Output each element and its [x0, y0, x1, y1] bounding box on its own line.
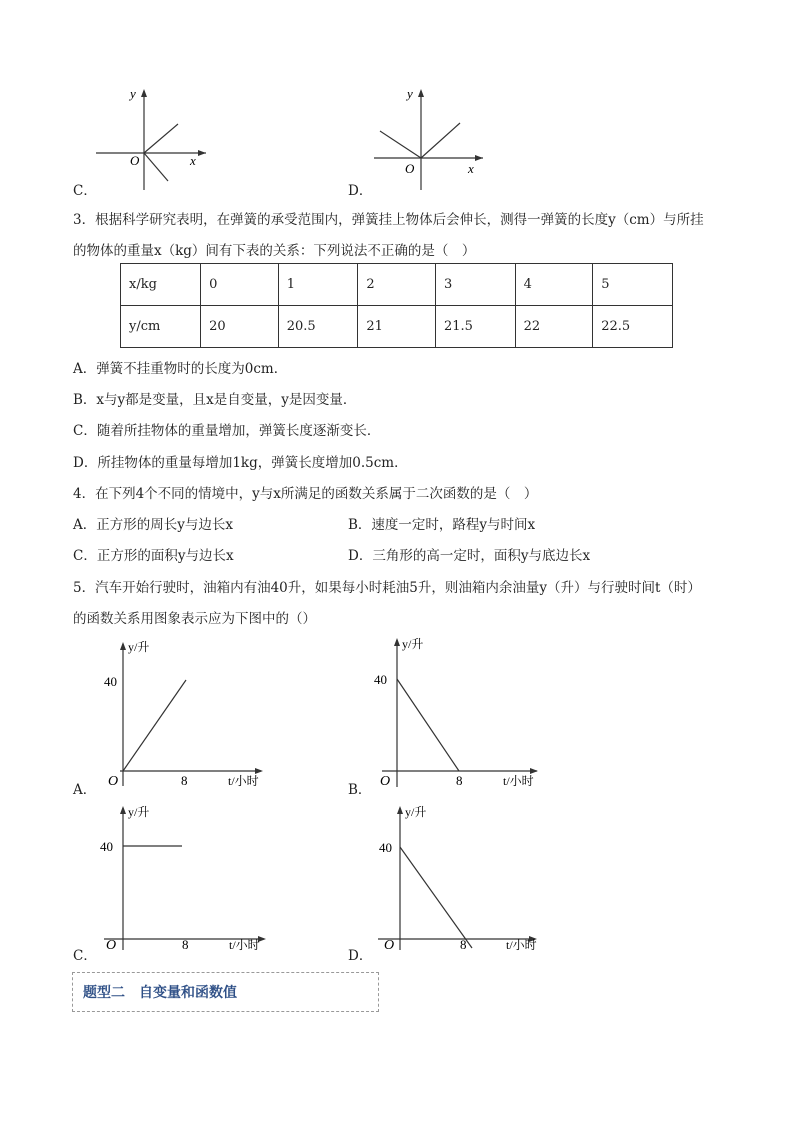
- axis-origin-label: O: [405, 161, 415, 176]
- axis-origin-label: O: [106, 938, 117, 953]
- q5-stem-line1: 5．汽车开始行驶时，油箱内有油40升，如果每小时耗油5升，则油箱内余油量y（升）与行驶时间t（时）: [73, 580, 701, 596]
- table-cell: 1: [278, 264, 358, 306]
- value-40-label: 40: [100, 839, 113, 854]
- table-cell: 20: [201, 306, 279, 348]
- q5-option-b-label: B．: [348, 782, 372, 798]
- graph-top-c: [90, 85, 220, 195]
- value-40-label: 40: [104, 674, 117, 689]
- axis-origin-label: O: [380, 774, 391, 789]
- axis-t-label: t/小时: [229, 938, 260, 952]
- axis-t-label: t/小时: [228, 774, 259, 788]
- value-8-label: 8: [182, 937, 189, 952]
- q4-option-c: C．正方形的面积y与边长x: [73, 548, 234, 564]
- axis-y-label: y/升: [402, 637, 424, 651]
- axis-y-label: y: [130, 86, 136, 101]
- table-cell: y/cm: [121, 306, 201, 348]
- table-cell: 5: [593, 264, 673, 306]
- q3-stem-line2: 的物体的重量x（kg）间有下表的关系：下列说法不正确的是（ ）: [73, 243, 476, 259]
- q3-stem-line1: 3．根据科学研究表明，在弹簧的承受范围内，弹簧挂上物体后会伸长，测得一弹簧的长度y（cm）与所挂: [73, 212, 704, 228]
- table-cell: 22.5: [593, 306, 673, 348]
- graph-q5-b: [370, 632, 550, 792]
- q4-option-b: B．速度一定时，路程y与时间x: [348, 517, 536, 533]
- q3-option-a: A．弹簧不挂重物时的长度为0cm．: [73, 361, 288, 377]
- graph-top-d: [368, 85, 498, 195]
- q3-data-table: [120, 263, 673, 348]
- table-cell: 21: [358, 306, 436, 348]
- q5-option-c-label: C．: [73, 948, 97, 964]
- table-cell: 0: [201, 264, 279, 306]
- axis-x-label: x: [468, 161, 474, 176]
- axis-y-label: y/升: [128, 805, 150, 819]
- q5-option-d-label: D．: [348, 948, 373, 964]
- table-cell: 20.5: [278, 306, 358, 348]
- section-title: 题型二 自变量和函数值: [83, 985, 237, 1001]
- value-40-label: 40: [374, 672, 387, 687]
- axis-x-label: x: [190, 153, 196, 168]
- table-cell: 21.5: [435, 306, 515, 348]
- q3-option-d: D．所挂物体的重量每增加1kg，弹簧长度增加0.5cm．: [73, 455, 408, 471]
- q4-stem: 4．在下列4个不同的情境中，y与x所满足的函数关系属于二次函数的是（ ）: [73, 486, 538, 502]
- section-heading-box: [72, 972, 379, 1012]
- axis-origin-label: O: [130, 153, 140, 168]
- value-40-label: 40: [379, 840, 392, 855]
- axis-origin-label: O: [384, 938, 395, 953]
- q5-option-a-label: A．: [73, 782, 97, 798]
- axis-t-label: t/小时: [503, 774, 534, 788]
- table-cell: 3: [435, 264, 515, 306]
- table-row: [121, 306, 673, 348]
- q4-option-a: A．正方形的周长y与边长x: [73, 517, 233, 533]
- graph-q5-c: [96, 800, 276, 955]
- table-row: [121, 264, 673, 306]
- table-cell: 2: [358, 264, 436, 306]
- q4-option-d: D．三角形的高一定时，面积y与底边长x: [348, 548, 591, 564]
- table-cell: x/kg: [121, 264, 201, 306]
- graph-q5-a: [96, 636, 276, 791]
- axis-origin-label: O: [108, 774, 119, 789]
- q3-option-b: B．x与y都是变量，且x是自变量，y是因变量．: [73, 392, 357, 408]
- top-option-d-label: D．: [348, 183, 373, 199]
- axis-y-label: y/升: [128, 640, 150, 654]
- axis-y-label: y/升: [405, 805, 427, 819]
- graph-q5-d: [370, 800, 550, 955]
- q3-option-c: C．随着所挂物体的重量增加，弹簧长度逐渐变长．: [73, 423, 381, 439]
- value-8-label: 8: [181, 773, 188, 788]
- axis-y-label: y: [407, 86, 413, 101]
- value-8-label: 8: [460, 937, 467, 952]
- value-8-label: 8: [456, 773, 463, 788]
- q5-stem-line2: 的函数关系用图象表示应为下图中的（）: [73, 611, 316, 627]
- table-cell: 22: [515, 306, 593, 348]
- table-cell: 4: [515, 264, 593, 306]
- axis-t-label: t/小时: [506, 938, 537, 952]
- top-option-c-label: C．: [73, 183, 97, 199]
